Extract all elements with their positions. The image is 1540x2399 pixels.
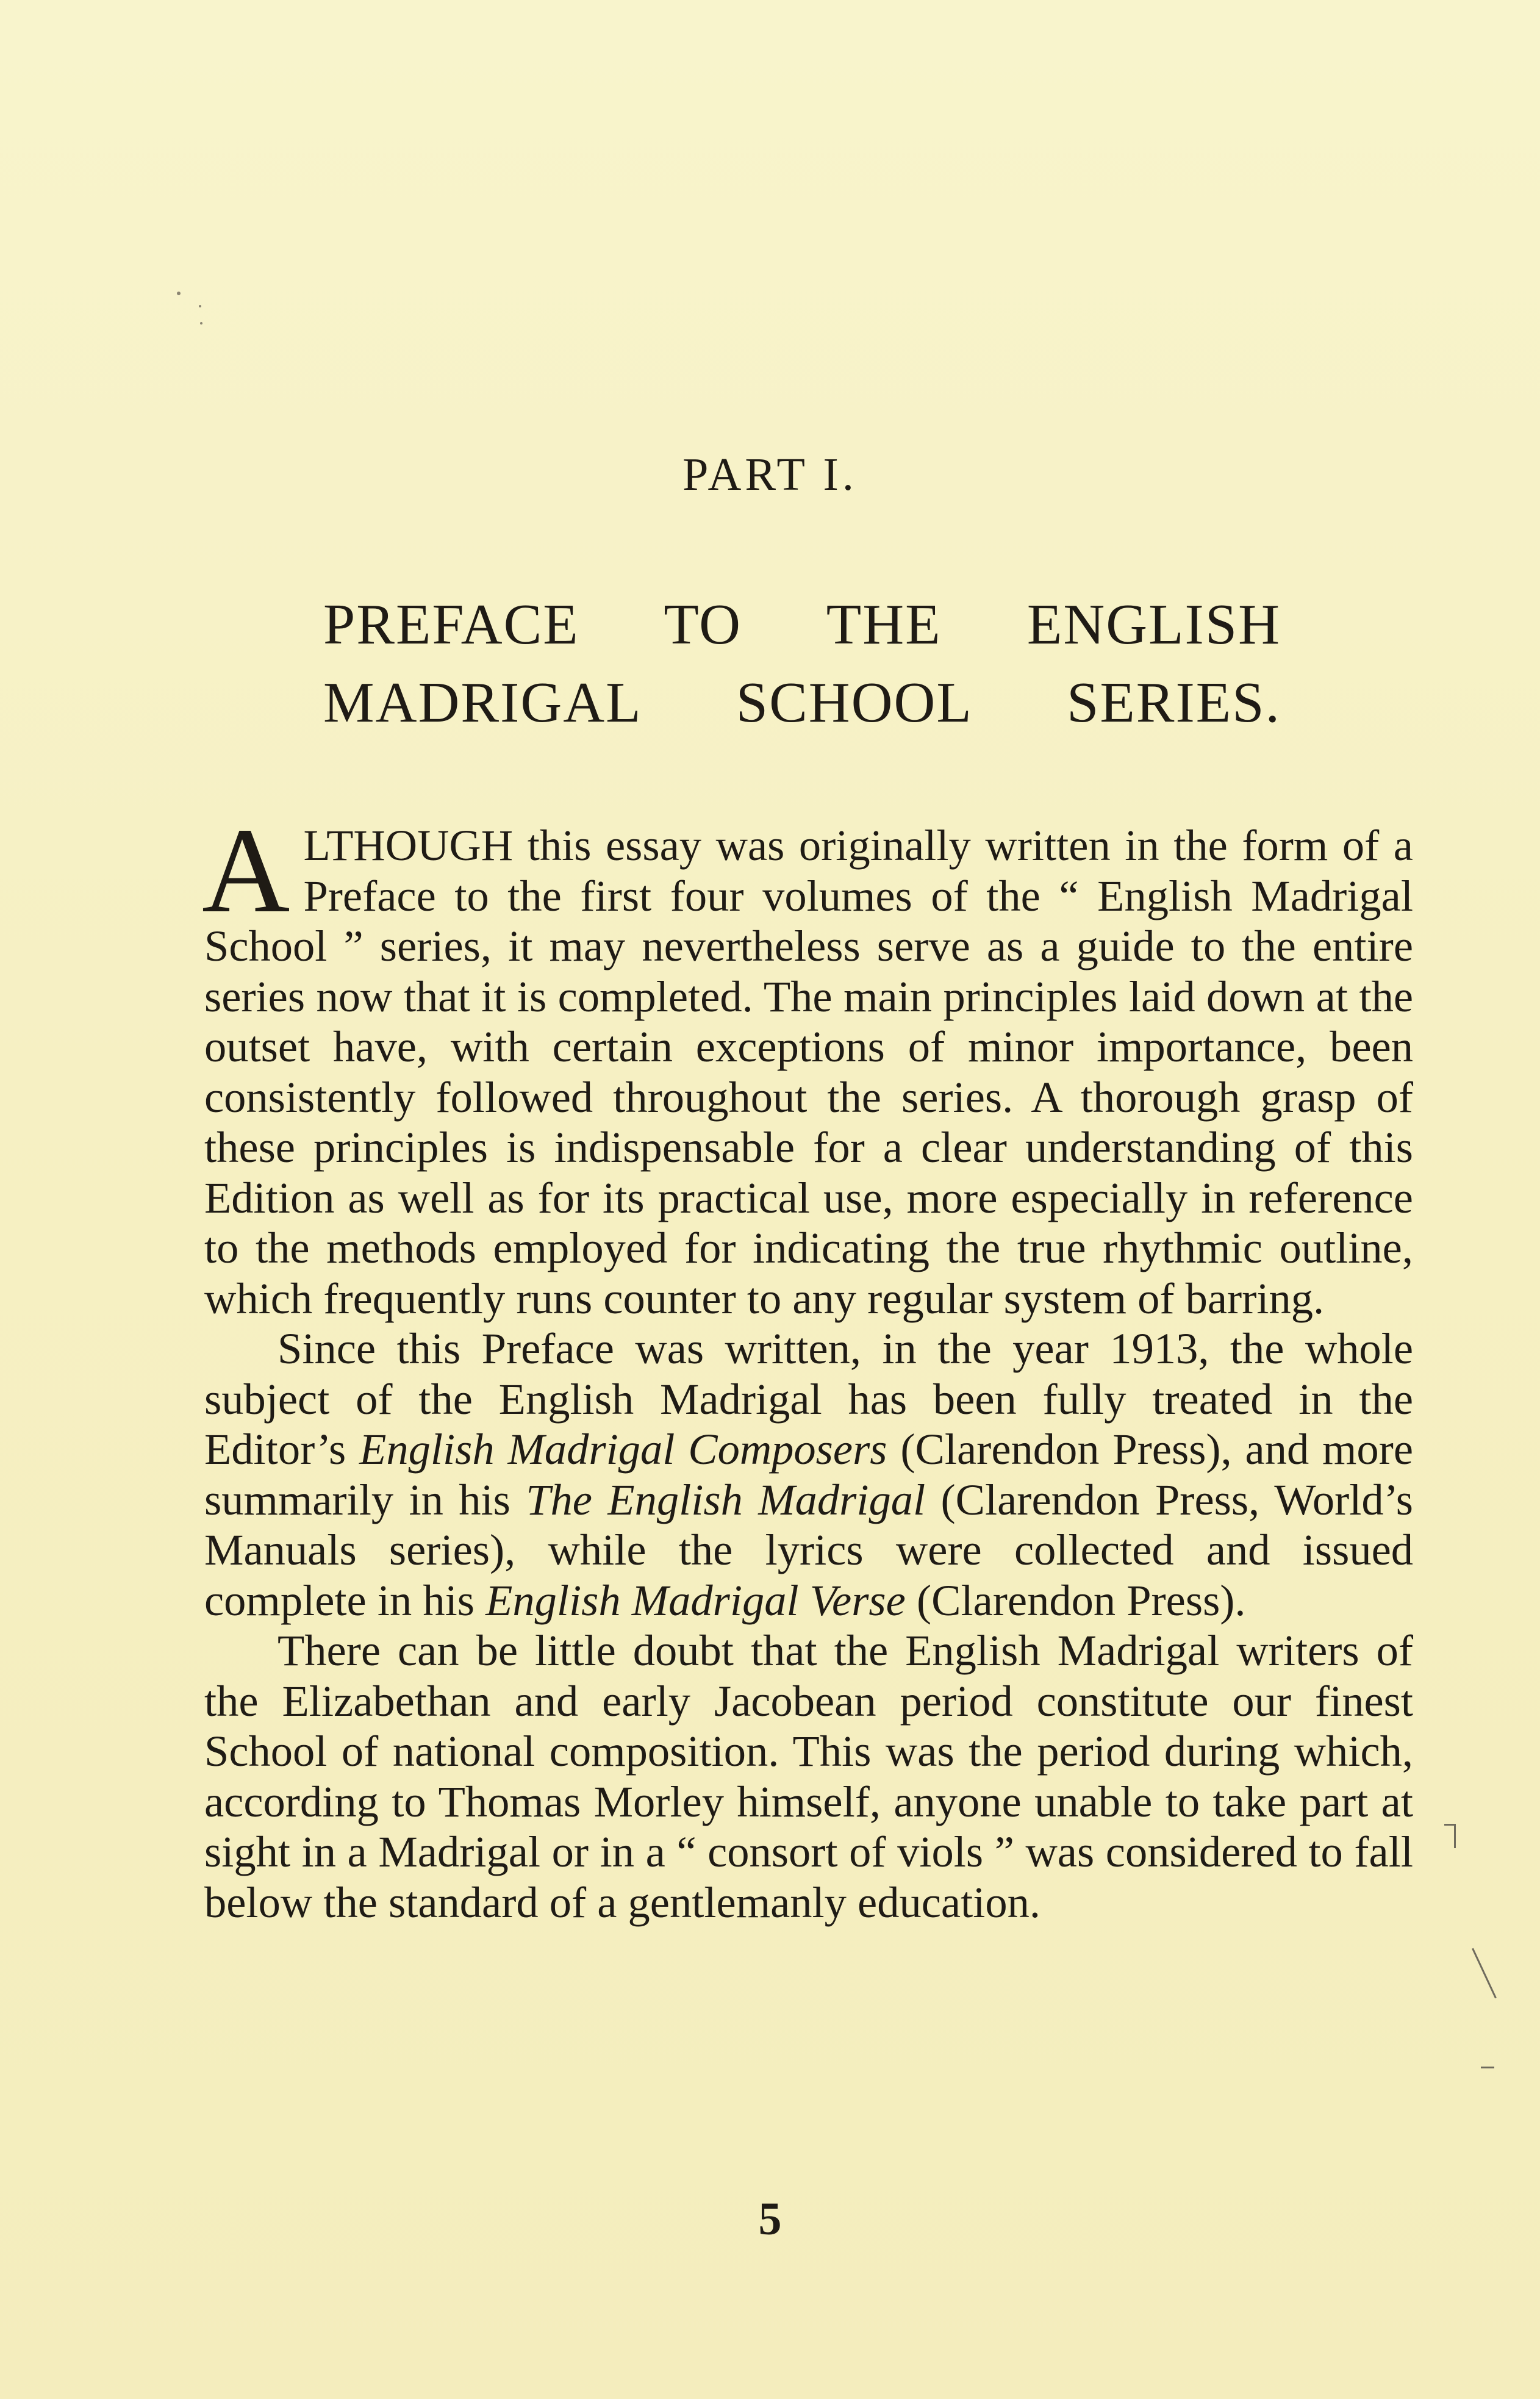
margin-mark (1472, 1948, 1497, 1999)
paper-speck (199, 305, 201, 307)
paragraph-2 (204, 1324, 1413, 1626)
margin-mark (1454, 1824, 1456, 1848)
book-title-the-english-madrigal: The English Madrigal (526, 1474, 926, 1524)
paragraph-3 (204, 1626, 1413, 1927)
margin-mark (1481, 2067, 1494, 2068)
paragraph-2-text-a: Since this Preface was written, in the year 1913, the whole subject of the English Madrigal has been fully treated in the Editor’s (204, 1324, 1413, 1474)
book-title-english-madrigal-verse: English Madrigal Verse (485, 1575, 906, 1625)
chapter-title-line-1: PREFACE TO THE ENGLISH (323, 593, 1281, 656)
paragraph-1 (202, 803, 1413, 1324)
drop-cap: A (202, 803, 290, 938)
paragraph-3-text: There can be little doubt that the English Madrigal writers of the Elizabethan and early Jacobean period constitute our finest School of national composition. This was the period during which, according to Thomas Morley himself, anyone unable to take part at sight in a Madrigal or in a “ consort of viols ” was considered to fall below the standard of a gentlemanly education. (204, 1626, 1413, 1927)
chapter-title (323, 586, 1281, 742)
book-title-english-madrigal-composers: English Madrigal Composers (359, 1424, 887, 1474)
body-text (202, 803, 1413, 1927)
paper-speck (177, 292, 181, 295)
paragraph-2-text-c: (Clarendon Press, World’s Manuals series), while the lyrics were collected and issued complete in his (204, 1474, 1413, 1625)
part-label: PART I. (682, 449, 858, 500)
page-number: 5 (758, 2193, 782, 2245)
chapter-title-line-2: MADRIGAL SCHOOL SERIES. (323, 671, 1281, 734)
paragraph-2-text-b: (Clarendon Press), and more summarily in his (204, 1424, 1413, 1524)
paragraph-2-text-d: (Clarendon Press). (905, 1575, 1246, 1625)
paper-speck (200, 322, 202, 325)
paragraph-1-text: LTHOUGH this essay was originally written in the form of a Preface to the first four volumes of the “ English Madrigal School ” series, it may nevertheless serve as a guide to the entire series now that it is completed. The main principles laid down at the outset have, with certain exceptions of minor importance, been consistently followed throughout the series. A thorough grasp of these principles is indispensable for a clear understanding of this Edition as well as for its practical use, more especially in reference to the methods employed for indicating the true rhythmic outline, which frequently runs counter to any regular system of barring. (204, 820, 1413, 1323)
